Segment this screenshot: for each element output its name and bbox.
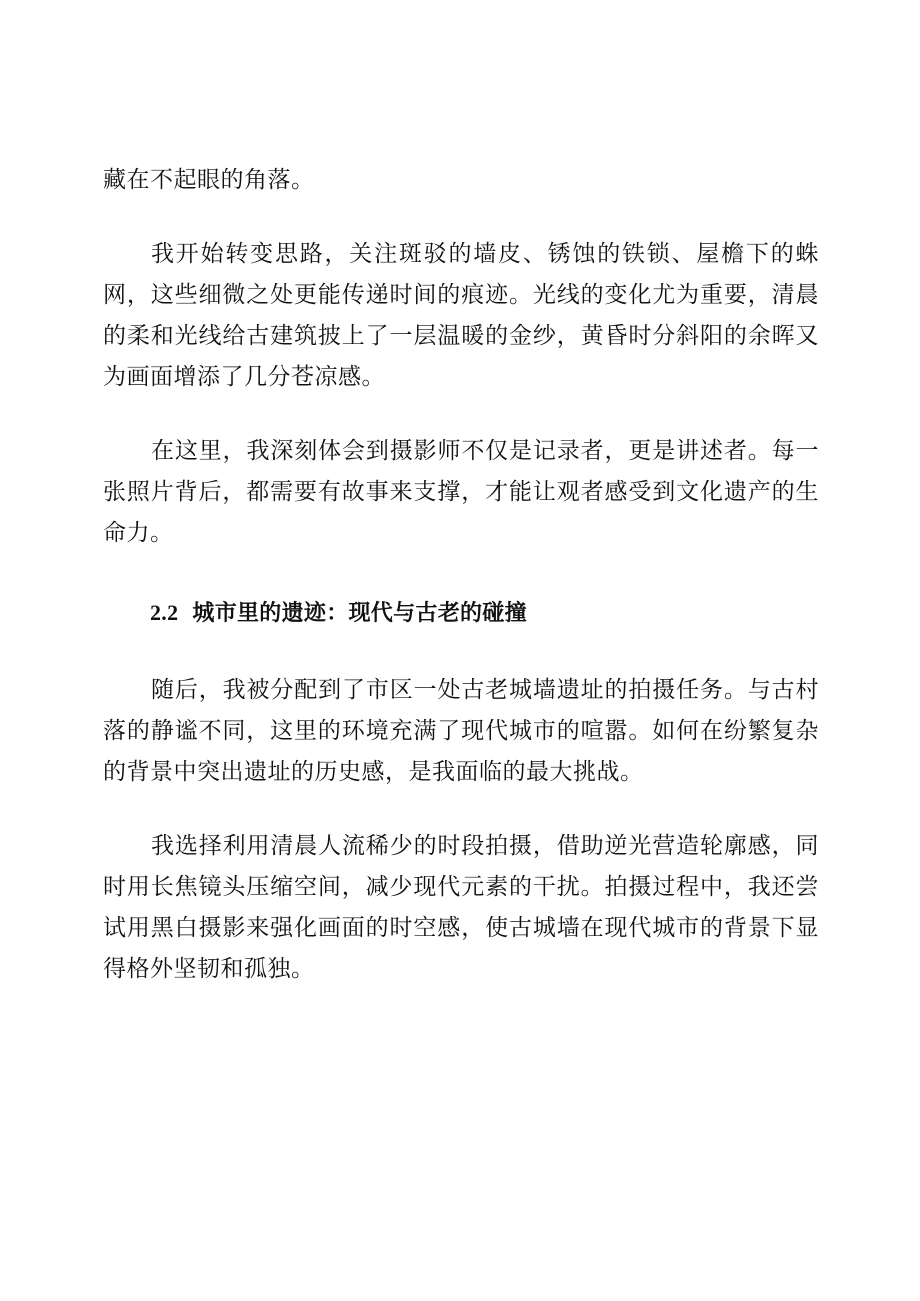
section-heading (103, 592, 819, 634)
section-title: 城市里的遗迹：现代与古老的碰撞 (192, 601, 527, 626)
paragraph-details-and-light: 我开始转变思路，关注斑驳的墙皮、锈蚀的铁锁、屋檐下的蛛网，这些细微之处更能传递时间的痕迹。光线的变化尤为重要，清晨的柔和光线给古建筑披上了一层温暖的金纱，黄昏时分斜阳的余晖又为画面增添了几分苍凉感。 (103, 241, 819, 390)
paragraph-storyteller: 在这里，我深刻体会到摄影师不仅是记录者，更是讲述者。每一张照片背后，都需要有故事来支撑，才能让观者感受到文化遗产的生命力。 (103, 438, 819, 546)
paragraph-city-wall-task: 随后，我被分配到了市区一处古老城墙遗址的拍摄任务。与古村落的静谧不同，这里的环境充满了现代城市的喧嚣。如何在纷繁复杂的背景中突出遗址的历史感，是我面临的最大挑战。 (103, 677, 819, 785)
paragraph-continuation: 藏在不起眼的角落。 (103, 167, 315, 193)
section-number: 2.2 (150, 600, 179, 625)
paragraph-shooting-technique: 我选择利用清晨人流稀少的时段拍摄，借助逆光营造轮廓感，同时用长焦镜头压缩空间，减少现代元素的干扰。拍摄过程中，我还尝试用黑白摄影来强化画面的时空感，使古城墙在现代城市的背景下显得格外坚韧和孤独。 (103, 833, 819, 982)
document-body (103, 160, 819, 990)
